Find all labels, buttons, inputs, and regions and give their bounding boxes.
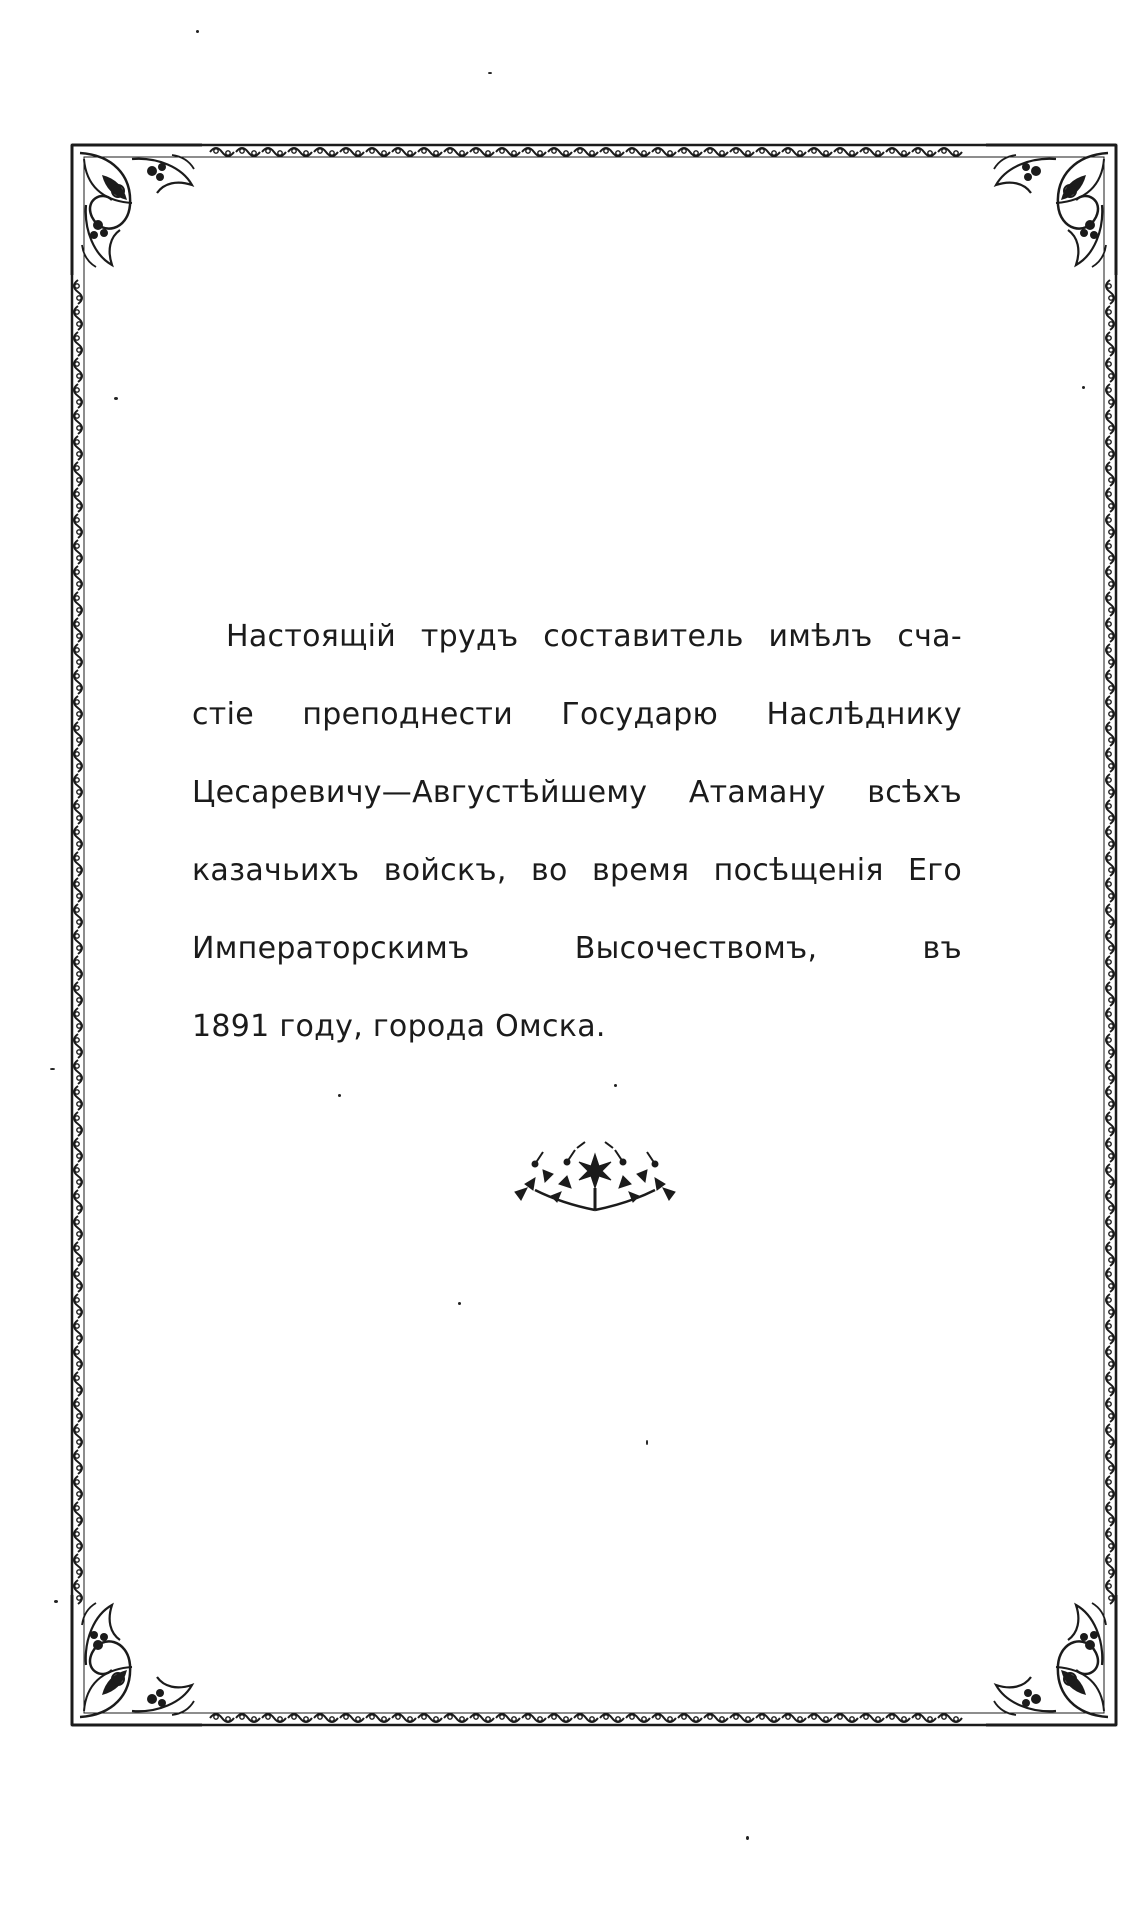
dedication-text: [192, 598, 962, 1066]
scan-speck: [50, 1068, 55, 1070]
scan-speck: [338, 1094, 341, 1097]
dedication-line-1: Настоящій трудъ составитель имѣлъ сча-: [226, 619, 962, 654]
scan-speck: [196, 30, 199, 33]
scan-speck: [458, 1302, 461, 1305]
dedication-line-3: Цесаревичу—Августѣйшему Атаману всѣхъ: [192, 775, 962, 810]
scan-speck: [614, 1084, 617, 1087]
dedication-line-2: стіе преподнести Государю Наслѣднику: [192, 697, 962, 732]
scan-speck: [1082, 386, 1085, 389]
dedication-line-6: 1891 году, города Омска.: [192, 1009, 606, 1044]
scan-speck: [646, 1440, 648, 1445]
floral-tailpiece-vignette: [505, 1140, 685, 1218]
scan-speck: [746, 1836, 749, 1840]
scan-speck: [54, 1600, 58, 1603]
scan-speck: [488, 72, 492, 74]
scan-speck: [114, 397, 118, 400]
dedication-line-4: казачьихъ войскъ, во время посѣщенія Его: [192, 853, 962, 888]
dedication-line-5: Императорскимъ Высочествомъ, въ: [192, 931, 962, 966]
